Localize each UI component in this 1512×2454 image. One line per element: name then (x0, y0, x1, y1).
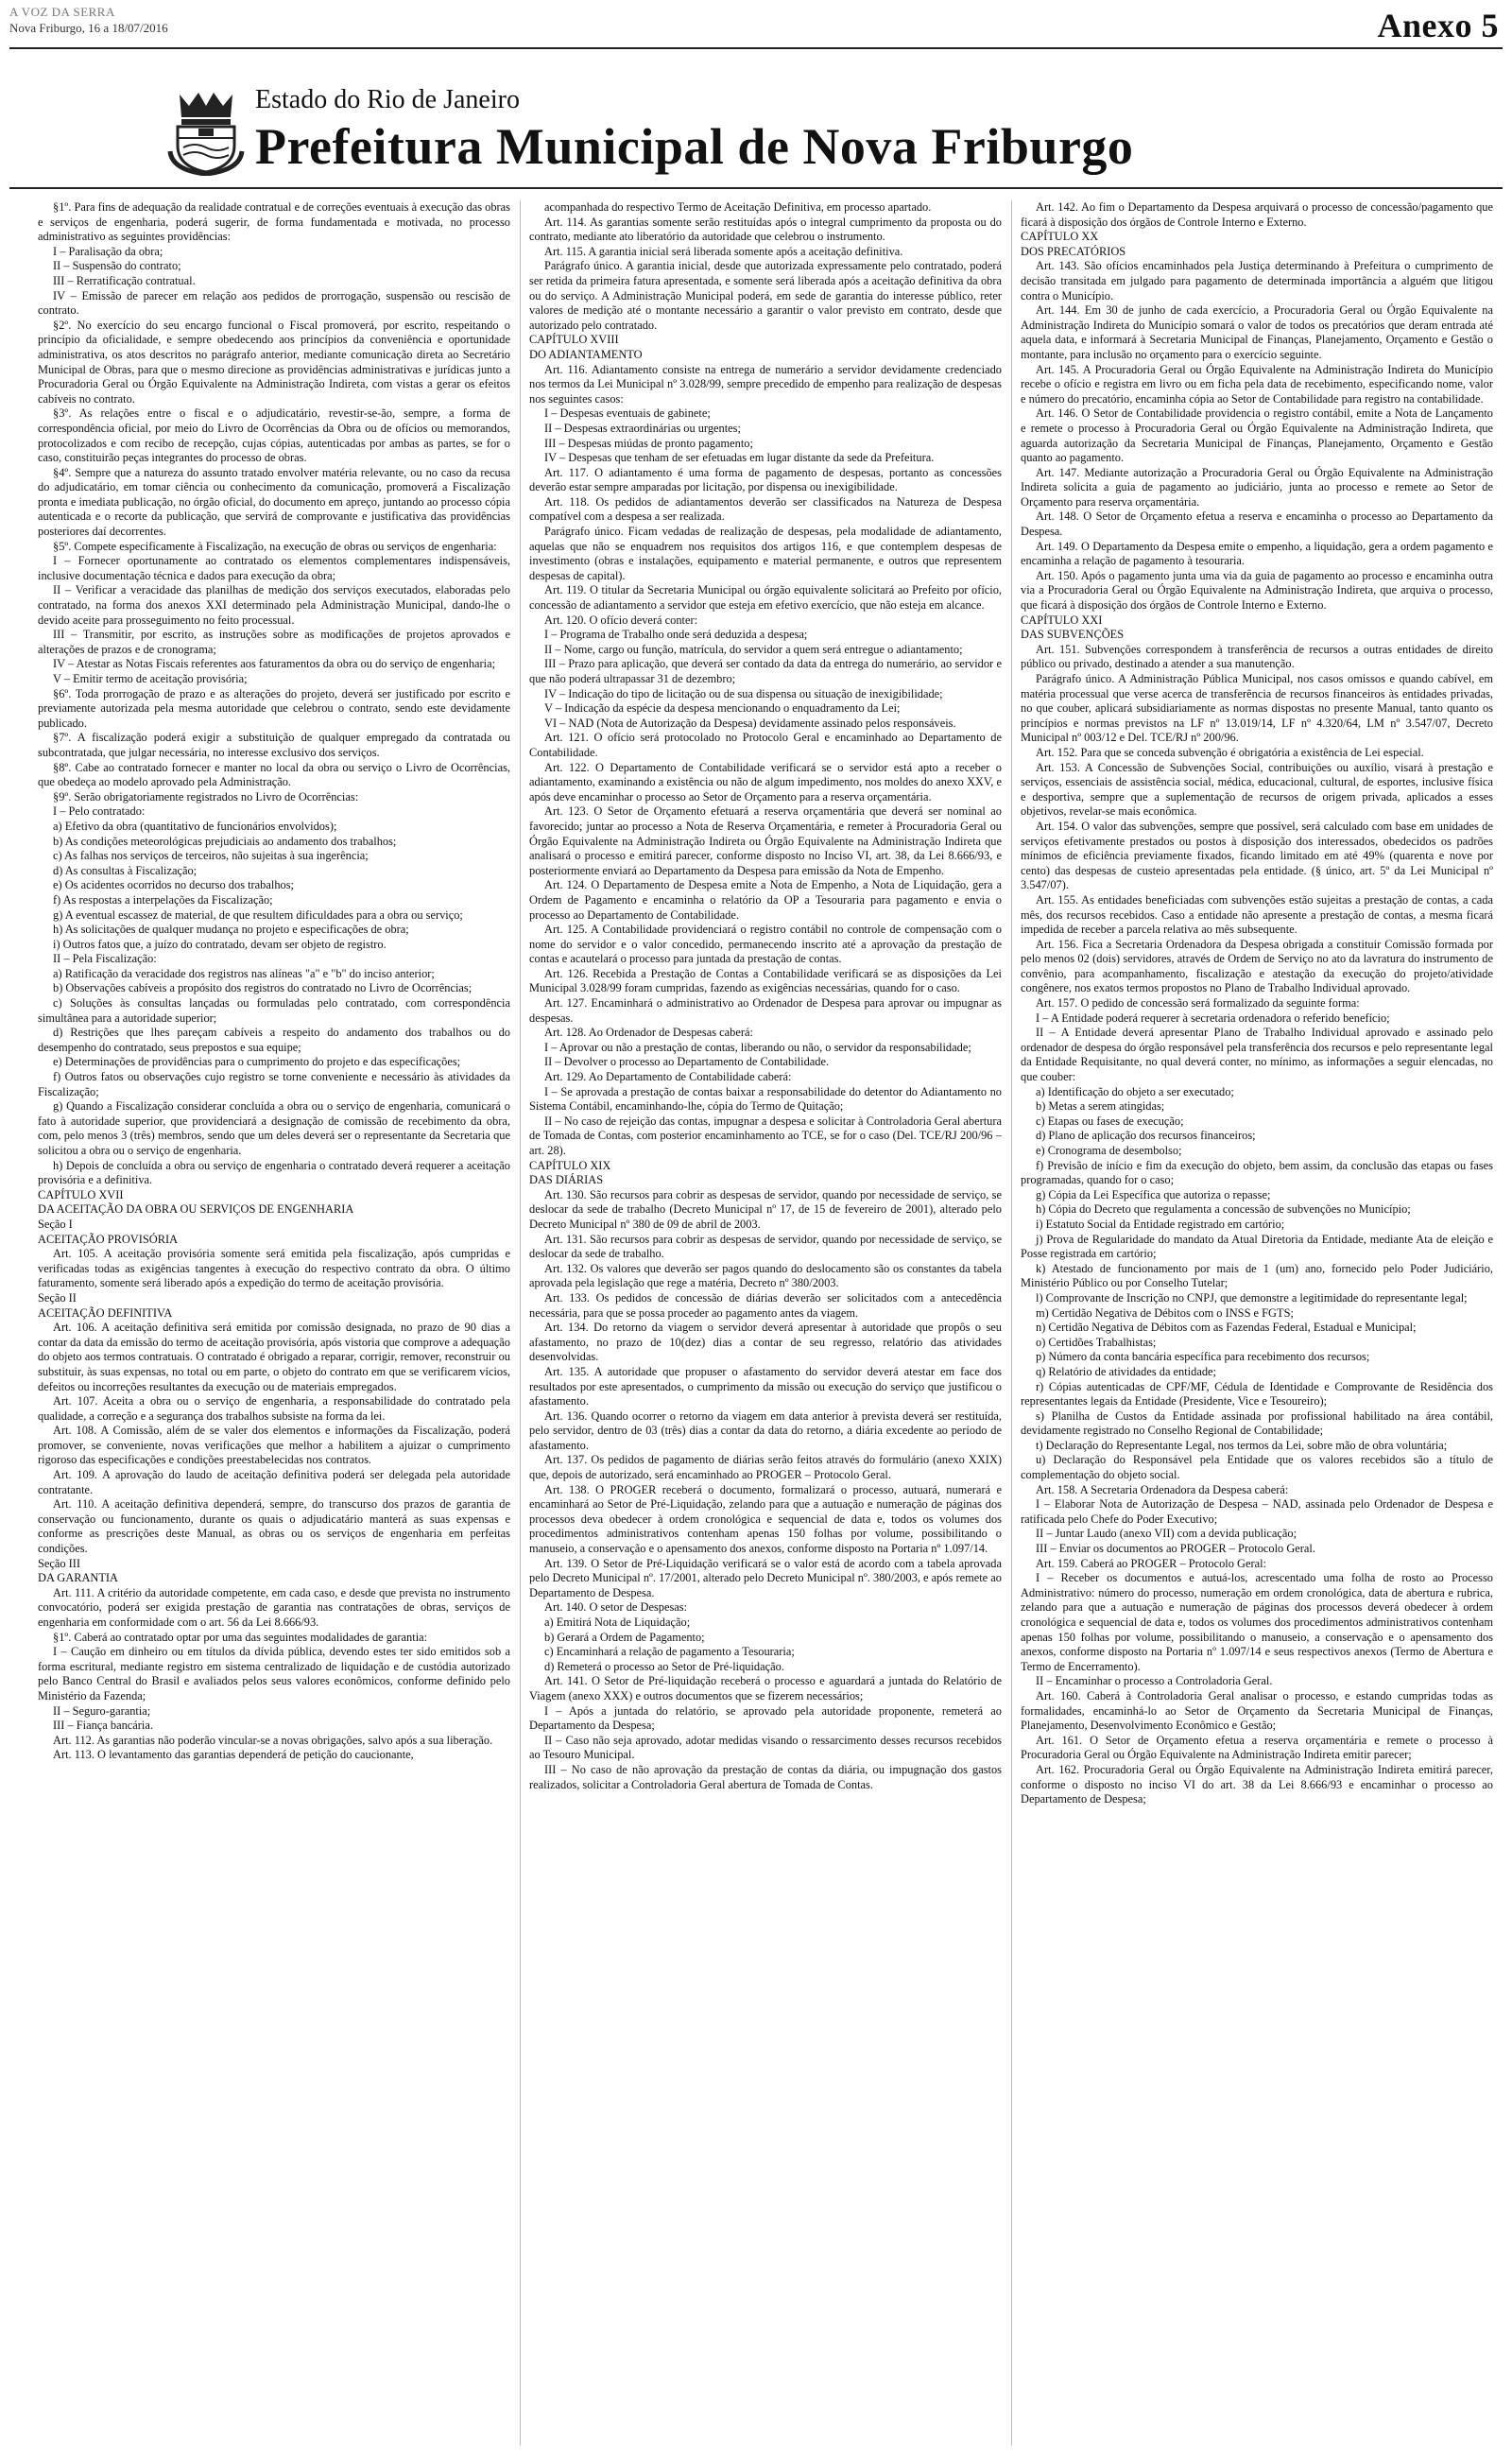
paragraph: IV – Emissão de parecer em relação aos pedidos de prorrogação, suspensão ou rescisão de contrato. (38, 288, 510, 318)
paragraph: Art. 130. São recursos para cobrir as despesas de servidor, quando por necessidade de serviço, se deslocar da sede de trabalho (Decreto Municipal nº 17, de 15 de fevereiro de 2001), alterado pelo Decreto Municipal nº 380 de 09 de abril de 2003. (529, 1187, 1002, 1231)
paragraph: Art. 145. A Procuradoria Geral ou Órgão Equivalente na Administração Indireta do Município recebe o ofício e registra em livro ou em ficha pela data de recebimento, especificando nome, valor e número do precatório, encaminha cópia ao Setor de Contabilidade para registro na contabilidade. (1021, 362, 1493, 406)
paragraph: f) Outros fatos ou observações cujo registro se torne conveniente e necessário às atividades da Fiscalização; (38, 1070, 510, 1098)
top-rule (9, 47, 1503, 49)
paragraph: d) As consultas à Fiscalização; (53, 863, 198, 877)
paragraph: II – Encaminhar o processo a Controladoria Geral. (1036, 1674, 1273, 1688)
paragraph: Art. 139. O Setor de Pré-Liquidação verificará se o valor está de acordo com a tabela aprovada pelo Decreto Municipal nº. 17/2001, alterado pelo Decreto Municipal nº. 380/2003, e após remete ao Departamento de Despesa. (529, 1556, 1002, 1599)
paragraph: Art. 118. Os pedidos de adiantamentos deverão ser classificados na Natureza de Despesa compatível com a despesa a ser realizada. (529, 494, 1002, 524)
section-heading: ACEITAÇÃO DEFINITIVA (38, 1305, 173, 1320)
section-heading: DA GARANTIA (38, 1571, 119, 1585)
paragraph: II – Juntar Laudo (anexo VII) com a devida publicação; (1036, 1527, 1297, 1541)
paragraph: Art. 132. Os valores que deverão ser pagos quando do deslocamento são os constantes da tabela aprovada pela legislação que rege a matéria, Decreto nº 380/2003. (529, 1261, 1002, 1290)
section-heading: DAS SUBVENÇÕES (1021, 628, 1125, 642)
coat-of-arms-icon (161, 85, 251, 176)
paragraph: Art. 107. Aceita a obra ou o serviço de engenharia, a responsabilidade do contratado pela qualidade, a correção e a segurança dos trabalhos subsiste na forma da lei. (38, 1394, 510, 1423)
section-heading: Seção II (38, 1290, 77, 1305)
paragraph: t) Declaração do Representante Legal, nos termos da Lei, sobre mão de obra voluntária; (1036, 1438, 1448, 1452)
paragraph: Art. 127. Encaminhará o administrativo ao Ordenador de Despesa para aprovar ou impugnar as despesas. (529, 996, 1002, 1025)
paragraph: Art. 113. O levantamento das garantias dependerá de petição do caucionante, (53, 1748, 414, 1762)
paragraph: o) Certidões Trabalhistas; (1036, 1335, 1157, 1349)
paragraph: j) Prova de Regularidade do mandato da Atual Diretoria da Entidade, mediante Ata de eleição e Posse registrada em cartório; (1021, 1232, 1493, 1261)
annex-label: Anexo 5 (1377, 7, 1499, 44)
paragraph: I – Se aprovada a prestação de contas baixar a responsabilidade do detentor do Adiantamento no Sistema Contábil, encaminhando-lhe, cópia do Termo de Quitação; (529, 1084, 1002, 1114)
section-heading: Seção I (38, 1217, 73, 1231)
paragraph: Art. 120. O ofício deverá conter: (544, 613, 698, 627)
paragraph: I – Fornecer oportunamente ao contratado os elementos complementares indispensáveis, inclusive documentação técnica e dados para execução da obra; (38, 554, 510, 582)
section-heading: Seção III (38, 1556, 81, 1570)
paragraph: g) Cópia da Lei Específica que autoriza o repasse; (1036, 1187, 1271, 1201)
paragraph: VI – NAD (Nota de Autorização da Despesa) devidamente assinado pelos responsáveis. (544, 716, 956, 730)
paragraph: Art. 134. Do retorno da viagem o servidor deverá apresentar à autoridade que propôs o seu afastamento, no prazo de 10(dez) dias a contar de seu regresso, relatório das atividades desenvolvidas. (529, 1321, 1002, 1364)
paragraph: III – Prazo para aplicação, que deverá ser contado da data da entrega do numerário, ao servidor e que não poderá ultrapassar 31 de dezembro; (529, 657, 1002, 685)
paragraph: h) Depois de concluída a obra ou serviço de engenharia o contratado deverá requerer a aceitação provisória e a definitiva. (38, 1158, 510, 1187)
paragraph: IV – Atestar as Notas Fiscais referentes aos faturamentos da obra ou do serviço de engenharia; (53, 657, 496, 671)
paragraph: h) Cópia do Decreto que regulamenta a concessão de subvenções no Município; (1036, 1202, 1411, 1217)
paragraph: e) Determinações de providências para o cumprimento do projeto e das especificações; (53, 1055, 461, 1069)
paragraph: i) Estatuto Social da Entidade registrado em cartório; (1036, 1217, 1285, 1231)
paragraph: g) Quando a Fiscalização considerar concluída a obra ou o serviço de engenharia, comunicará o fato à autoridade superior, que providenciará a designação de comissão de recebimento da obra, com, pelo menos 3 (três) membros, sendo que um deles deverá ser o representante da Secretaria que solicitou a obra ou o serviço de engenharia. (38, 1099, 510, 1157)
paragraph: Art. 119. O titular da Secretaria Municipal ou órgão equivalente solicitará ao Prefeito por ofício, concessão de adiantamento a servidor que esteja em efetivo exercício, que não esteja em alcance. (529, 583, 1002, 613)
paragraph: g) A eventual escassez de material, de que resultem dificuldades para a obra ou serviço; (53, 907, 463, 922)
section-heading: ACEITAÇÃO PROVISÓRIA (38, 1232, 179, 1246)
paragraph: I – Aprovar ou não a prestação de contas, liberando ou não, o servidor da responsabilidade; (544, 1040, 971, 1054)
paragraph: Art. 150. Após o pagamento junta uma via da guia de pagamento ao processo e encaminha outra via a Procuradoria Geral ou Órgão Equivalente na Administração Indireta, que arquiva o processo, que ficará à disposição dos órgãos de Controle Interno e Externo. (1021, 568, 1493, 613)
paragraph: §9º. Serão obrigatoriamente registrados no Livro de Ocorrências: (53, 789, 359, 804)
paragraph: d) Remeterá o processo ao Setor de Pré-liquidação. (544, 1659, 784, 1673)
paragraph: p) Número da conta bancária específica para recebimento dos recursos; (1036, 1350, 1370, 1364)
paragraph: II – Pela Fiscalização: (53, 952, 157, 966)
paragraph: IV – Indicação do tipo de licitação ou de sua dispensa ou situação de inexigibilidade; (544, 686, 943, 700)
paragraph: Art. 137. Os pedidos de pagamento de diárias serão feitos através do formulário (anexo XXIX) que, depois de autorizado, será encaminhado ao PROGER – Protocolo Geral. (529, 1453, 1002, 1482)
paragraph: c) Etapas ou fases de execução; (1036, 1114, 1184, 1128)
paragraph: Parágrafo único. A Administração Pública Municipal, nos casos omissos e quando cabível, em matéria processual que verse acerca de transferência de recursos financeiros às entidades privadas, no que couber, aplicará subsidiariamente as normas dispostas no presente Manual, tanto quanto os princípios e normas previstos na LF nº 13.019/14, LF nº 4.320/64, LM nº 3.547/07, Decreto Municipal nº 003/12 e Del. TCE/RJ nº 200/96. (1021, 672, 1493, 745)
paragraph: Art. 140. O setor de Despesas: (544, 1600, 688, 1615)
paragraph: III – Enviar os documentos ao PROGER – Protocolo Geral. (1036, 1542, 1315, 1556)
paragraph: Art. 123. O Setor de Orçamento efetuará a reserva orçamentária que deverá ser nominal ao favorecido; juntar ao processo a Nota de Reserva Orçamentária, e remeter à Procuradoria Geral ou Órgão Equivalente na Administração Indireta ou Órgão Equivalente na Administração Indireta que analisará o processo e emitirá parecer, conforme disposto no Inciso VI, art. 38, da Lei 8.666/93, e posteriormente enviará ao Departamento da Despesa para emissão da Nota de Empenho. (529, 804, 1002, 877)
paragraph: II – A Entidade deverá apresentar Plano de Trabalho Individual aprovado e assinado pelo ordenador de despesa do órgão responsável pela transferência dos recursos e pelo representante legal da Entidade Requisitante, no qual deverá conter, no mínimo, as informações a seguir elencadas, no que couber: (1021, 1026, 1493, 1084)
paragraph: c) Soluções às consultas lançadas ou formuladas pelo contratado, com correspondência simultânea para a autoridade superior; (38, 996, 510, 1025)
paragraph: §8º. Cabe ao contratado fornecer e manter no local da obra ou serviço o Livro de Ocorrências, que obedeça ao modelo aprovado pela Administração. (38, 760, 510, 789)
paragraph: b) Metas a serem atingidas; (1036, 1099, 1165, 1114)
paragraph: Art. 156. Fica a Secretaria Ordenadora da Despesa obrigada a constituir Comissão formada por pelo menos 02 (dois) servidores, através de Ordem de Serviço no ato da lavratura do instrumento de convênio, para acompanhamento, fiscalização e atestação da execução do projeto/atividade congênere, nos exatos termos propostos no Plano de Trabalho Individual aprovado. (1021, 937, 1493, 995)
paper-name: A VOZ DA SERRA (9, 5, 115, 19)
paragraph: acompanhada do respectivo Termo de Aceitação Definitiva, em processo apartado. (544, 200, 932, 214)
paragraph: III – Transmitir, por escrito, as instruções sobre as modificações de projetos aprovados e alterações de prazos e de cronograma; (38, 628, 510, 656)
paragraph: II – Nome, cargo ou função, matrícula, do servidor a quem será entregue o adiantamento; (544, 642, 963, 656)
masthead-rule (9, 187, 1503, 189)
paragraph: Art. 131. São recursos para cobrir as despesas de servidor, quando por necessidade de serviço, se deslocar da sede de trabalho. (529, 1232, 1002, 1261)
paragraph: III – Fiança bancária. (53, 1719, 153, 1733)
section-heading: DOS PRECATÓRIOS (1021, 244, 1126, 258)
paragraph: c) As falhas nos serviços de terceiros, não sujeitas à sua ingerência; (53, 849, 369, 863)
paragraph: a) Efetivo da obra (quantitativo de funcionários envolvidos); (53, 819, 337, 833)
paragraph: Art. 149. O Departamento da Despesa emite o empenho, a liquidação, gera a ordem pagamento e encaminha a relação de pagamento à tesouraria. (1021, 539, 1493, 568)
paragraph: Art. 112. As garantias não poderão vincular-se a novas obrigações, salvo após a sua liberação. (53, 1733, 493, 1747)
article-columns (38, 200, 1493, 2445)
paragraph: b) As condições meteorológicas prejudiciais ao andamento dos trabalhos; (53, 834, 397, 848)
paragraph: III – No caso de não aprovação da prestação de contas da diária, ou impugnação dos gastos realizados, solicitar a Controladoria Geral abertura de Tomada de Contas. (529, 1762, 1002, 1791)
paragraph: Art. 151. Subvenções correspondem à transferência de recursos a outras entidades de direito público ou privado, destinado a atender a sua manutenção. (1021, 642, 1493, 671)
paragraph: a) Ratificação da veracidade dos registros nas alíneas "a" e "b" do inciso anterior; (53, 966, 435, 980)
paragraph: Art. 116. Adiantamento consiste na entrega de numerário a servidor devidamente credenciado nos termos da Lei Municipal nº 3.028/99, sempre precedido de empenho para realização de despesas nos seguintes casos: (529, 362, 1002, 406)
paragraph: d) Plano de aplicação dos recursos financeiros; (1036, 1129, 1256, 1143)
paragraph: k) Atestado de funcionamento por mais de 1 (um) ano, fornecido pelo Poder Judiciário, Ministério Público ou por Conselho Tutelar; (1021, 1261, 1493, 1290)
paragraph: Art. 125. A Contabilidade providenciará o registro contábil no controle de compensação com o nome do servidor e o valor concedido, permanecendo inscrito até a aprovação da prestação de contas e acautelará o processo para juntada da prestação de contas. (529, 923, 1002, 966)
paragraph: §4º. Sempre que a natureza do assunto tratado envolver matéria relevante, ou no caso da recusa do adjudicatário, em tomar ciência ou conhecimento da comunicação, promoverá a Fiscalização pronta e imediata publicação, no órgão oficial, do documento em apreço, juntando ao processo cópia autenticada e o recorte da publicação, que servirá de comprovante e justificativa das providências posteriores daí decorrentes. (38, 465, 510, 539)
paragraph: I – Receber os documentos e autuá-los, acrescentado uma folha de rosto ao Processo Administrativo: número do processo, numeração em ordem cronológica, data de abertura e rubrica, zelando para que a autuação e numeração de páginas dos processos deverá obedecer à ordem cronológica e sequencial de data e, todos os volumes dos procedimentos administrativos contenham apenas 150 folhas por volume, possibilitando o manuseio, a conservação e o apensamento dos anexos, conforme disposto na Portaria nº 1.097/14 e seus respectivos anexos (Termo de Abertura e Termo de Encerramento). (1021, 1571, 1493, 1673)
paragraph: n) Certidão Negativa de Débitos com as Fazendas Federal, Estadual e Municipal; (1036, 1321, 1417, 1335)
paragraph: Art. 108. A Comissão, além de se valer dos elementos e informações da Fiscalização, poderá promover, se conveniente, novas verificações que melhor a habilitem a ajuizar o cumprimento rigoroso das especificações e condições preestabelecidas nos contratos. (38, 1424, 510, 1467)
paragraph: q) Relatório de atividades da entidade; (1036, 1364, 1216, 1378)
paragraph: f) As respostas a interpelações da Fiscalização; (53, 892, 273, 907)
paragraph: Art. 141. O Setor de Pré-liquidação receberá o processo e aguardará a juntada do Relatório de Viagem (anexo XXX) e outros documentos que se fizerem necessários; (529, 1674, 1002, 1702)
paragraph: Art. 161. O Setor de Orçamento efetua a reserva orçamentária e remete o processo à Procuradoria Geral ou Órgão Equivalente na Administração Indireta emitir parecer; (1021, 1733, 1493, 1762)
paragraph: Parágrafo único. Ficam vedadas de realização de despesas, pela modalidade de adiantamento, aquelas que não se enquadrem nos requisitos dos artigos 116, e que contemplem despesas de investimento (obras e instalações, equipamento e material permanente, e outros que representem despesas de capital). (529, 525, 1002, 582)
section-heading: DO ADIANTAMENTO (529, 347, 643, 361)
paragraph: f) Previsão de início e fim da execução do objeto, bem assim, da conclusão das etapas ou fases programadas, quando for o caso; (1021, 1158, 1493, 1187)
paragraph: Art. 105. A aceitação provisória somente será emitida pela fiscalização, após cumpridas e verificadas todas as exigências tangentes à execução do respectivo contrato da obra. O último faturamento, somente será liberado após a expedição do termo de aceitação provisória. (38, 1247, 510, 1290)
paragraph: Art. 110. A aceitação definitiva dependerá, sempre, do transcurso dos prazos de garantia de conservação ou funcionamento, durante os quais o adjudicatário manterá as suas expensas e conforme as prescrições deste Manual, as obras ou os serviços de engenharia em perfeitas condições. (38, 1497, 510, 1556)
paragraph: Art. 111. A critério da autoridade competente, em cada caso, e desde que prevista no instrumento convocatório, poderá ser exigida prestação de garantia nas contratações de obras, serviços de engenharia em conformidade com o art. 56 da Lei 8.666/93. (38, 1585, 510, 1629)
paragraph: Art. 109. A aprovação do laudo de aceitação definitiva poderá ser delegada pela autoridade contratante. (38, 1468, 510, 1496)
paragraph: §5º. Compete especificamente à Fiscalização, na execução de obras ou serviços de engenharia: (53, 539, 497, 553)
paragraph: i) Outros fatos que, a juízo do contratado, devam ser objeto de registro. (53, 937, 387, 951)
paper-info (9, 4, 168, 36)
section-heading: DA ACEITAÇÃO DA OBRA OU SERVIÇOS DE ENGENHARIA (38, 1202, 354, 1217)
section-heading: DAS DIÁRIAS (529, 1173, 604, 1187)
section-heading: CAPÍTULO XVII (38, 1187, 124, 1201)
text-column-2 (529, 200, 1002, 2445)
paragraph: §6º. Toda prorrogação de prazo e as alterações do projeto, deverá ser justificado por escrito e previamente autorizada pela mesma autoridade que celebrou o contrato, sendo este devidamente publicado. (38, 686, 510, 730)
section-heading: CAPÍTULO XX (1021, 230, 1099, 244)
paragraph: §1º. Para fins de adequação da realidade contratual e de correções eventuais à execução das obras e serviços de engenharia, poderá sugerir, de forma fundamentada e motivada, no processo administrativo as seguintes providências: (38, 200, 510, 244)
paragraph: Art. 154. O valor das subvenções, sempre que possível, será calculado com base em unidades de serviços efetivamente prestados ou postos à disposição dos interessados, obedecidos os padrões mínimos de eficiência previamente fixados, ficando limitado em até 49% (quarenta e nove por cento) das despesas de custeio apresentadas pela entidade. (§ único, art. 5º da Lei Municipal nº 3.547/07). (1021, 819, 1493, 892)
paragraph: Art. 142. Ao fim o Departamento da Despesa arquivará o processo de concessão/pagamento que ficará à disposição dos órgãos de Controle Interno e Externo. (1021, 200, 1493, 229)
text-column-1 (38, 200, 510, 2445)
paragraph: I – Programa de Trabalho onde será deduzida a despesa; (544, 628, 808, 642)
paragraph: Art. 128. Ao Ordenador de Despesas caberá: (544, 1026, 753, 1040)
paragraph: Art. 148. O Setor de Orçamento efetua a reserva e encaminha o processo ao Departamento da Despesa. (1021, 510, 1493, 539)
paragraph: III – Rerratificação contratual. (53, 273, 196, 287)
masthead (161, 57, 1389, 184)
section-heading: CAPÍTULO XVIII (529, 333, 619, 347)
paragraph: II – Verificar a veracidade das planilhas de medição dos serviços executados, elaboradas pelo contratado, na forma dos anexos XXI determinado pela Administração Municipal, dando-lhe o devido aceite para prosseguimento no feito processual. (38, 583, 510, 627)
paragraph: e) Cronograma de desembolso; (1036, 1144, 1182, 1157)
paragraph: Art. 106. A aceitação definitiva será emitida por comissão designada, no prazo de 90 dias a contar da data da emissão do termo de aceitação provisória, após vistoria que comprove a adequação do objeto aos termos contratuais. O contratado é obrigado a reparar, corrigir, remover, reconstruir ou substituir, às suas expensas, no total ou em parte, o objeto do contrato em que se verificarem vícios, defeitos ou incorreções resultantes da execução ou de materiais empregados. (38, 1321, 510, 1393)
paragraph: I – A Entidade poderá requerer à secretaria ordenadora o referido benefício; (1036, 1011, 1390, 1025)
paragraph: l) Comprovante de Inscrição no CNPJ, que demonstre a legitimidade do representante legal; (1036, 1290, 1468, 1305)
paragraph: a) Emitirá Nota de Liquidação; (544, 1616, 691, 1629)
paragraph: II – Caso não seja aprovado, adotar medidas visando o ressarcimento desses recursos recebidos ao Tesouro Municipal. (529, 1733, 1002, 1762)
paragraph: §7º. A fiscalização poderá exigir a substituição de qualquer empregado da contratada ou subcontratada, que julgar necessária, no interesse exclusivo dos serviços. (38, 731, 510, 759)
paragraph: Art. 155. As entidades beneficiadas com subvenções estão sujeitas a prestação de contas, a cada mês, dos recursos recebidos. Caso a entidade não apresente a prestação de contas, a mesma ficará impedida de receber a parcela relativa ao mês subsequente. (1021, 892, 1493, 937)
paragraph: Parágrafo único. A garantia inicial, desde que autorizada expressamente pelo contratado, poderá ser retida da primeira fatura apresentada, e somente será liberada após a aceitação definitiva da obra ou do serviço. A Administração Municipal poderá, em sede de garantia do interesse público, reter valores de medição até o montante necessário a garantir o valor previsto em contrato, desde que autorizado pelo contratado. (529, 259, 1002, 332)
paragraph: Art. 138. O PROGER receberá o documento, formalizará o processo, autuará, numerará e encaminhará ao Setor de Pré-Liquidação, zelando para que a autuação e numeração de páginas dos processos deva obedecer à ordem cronológica e sequencial de data e, todos os volumes dos procedimentos administrativos contenham apenas 150 folhas por volume, possibilitando o manuseio, a conservação e o apensamento dos anexos, conforme disposto na Portaria nº 1.097/14. (529, 1482, 1002, 1556)
paragraph: Art. 136. Quando ocorrer o retorno da viagem em data anterior à prevista deverá ser restituída, pelo servidor, dentro de 03 (três) dias a contar da data do retorno, a diária excedente ao período de afastamento. (529, 1408, 1002, 1452)
paragraph: I – Paralisação da obra; (53, 244, 163, 258)
paragraph: u) Declaração do Responsável pela Entidade que os valores recebidos são a título de complementação do objeto social. (1021, 1453, 1493, 1482)
paragraph: II – Suspensão do contrato; (53, 259, 181, 273)
state-name: Estado do Rio de Janeiro (255, 85, 520, 114)
paragraph: Art. 159. Caberá ao PROGER – Protocolo Geral: (1036, 1556, 1266, 1570)
paragraph: Art. 162. Procuradoria Geral ou Órgão Equivalente na Administração Indireta emitirá parecer, conforme o disposto no inciso VI do art. 38 da Lei 8.666/93 e encaminhar o processo ao Departamento de Despesa; (1021, 1762, 1493, 1806)
section-heading: CAPÍTULO XXI (1021, 613, 1103, 627)
paragraph: m) Certidão Negativa de Débitos com o INSS e FGTS; (1036, 1305, 1294, 1320)
paragraph: II – Seguro-garantia; (53, 1703, 151, 1718)
top-bar (9, 4, 1503, 47)
paragraph: Art. 144. Em 30 de junho de cada exercício, a Procuradoria Geral ou Órgão Equivalente na Administração Indireta do Município somará o valor de todos os precatórios que deram entrada até aquela data, e informará à Secretaria Municipal de Finanças, Planejamento, Orçamento e Gestão o montante, para inclusão no orçamento para o exercício seguinte. (1021, 303, 1493, 361)
paragraph: I – Após a juntada do relatório, se aprovado pela autoridade proponente, remeterá ao Departamento da Despesa; (529, 1703, 1002, 1733)
paragraph: §2º. No exercício do seu encargo funcional o Fiscal promoverá, por escrito, respeitando o princípio da oficialidade, e sempre obedecendo aos princípios da conveniência e oportunidade administrativa, os atos descritos no parágrafo anterior, mediante comunicação direta ao Secretário Municipal de Obras, para que o mesmo direcione as providências administrativas e jurídicas junto a Procuradoria Geral ou Órgão Equivalente na Administração Indireta, com vistas a gerar os efeitos cabíveis no contrato. (38, 318, 510, 406)
paragraph: b) Gerará a Ordem de Pagamento; (544, 1630, 705, 1644)
paragraph: §3º. As relações entre o fiscal e o adjudicatário, revestir-se-ão, sempre, a forma de correspondência oficial, por meio do Livro de Ocorrências da Obra ou de ofícios ou memorandos, protocolizados e com recibo de recepção, cujas cópias, autenticadas por ambas as partes, se for o caso, constituirão peças integrantes do processo de obras. (38, 406, 510, 465)
paragraph: Art. 126. Recebida a Prestação de Contas a Contabilidade verificará se as disposições da Lei Municipal 3.028/99 foram cumpridas, fazendo as exigências necessárias, quando for o caso. (529, 966, 1002, 995)
paragraph: d) Restrições que lhes pareçam cabíveis a respeito do andamento dos trabalhos ou do desempenho do contratado, seus prepostos e sua equipe; (38, 1026, 510, 1054)
paragraph: c) Encaminhará a relação de pagamento a Tesouraria; (544, 1645, 795, 1659)
section-heading: CAPÍTULO XIX (529, 1158, 611, 1172)
paragraph: Art. 160. Caberá à Controladoria Geral analisar o processo, e estando cumpridas todas as formalidades, encaminhá-lo ao Setor de Orçamento da Secretaria Municipal de Finanças, Planejamento, Desenvolvimento Econômico e Gestão; (1021, 1688, 1493, 1733)
paragraph: I – Despesas eventuais de gabinete; (544, 406, 711, 421)
paragraph: e) Os acidentes ocorridos no decurso dos trabalhos; (53, 878, 294, 892)
dateline: Nova Friburgo, 16 a 18/07/2016 (9, 21, 168, 35)
paragraph: II – Despesas extraordinárias ou urgentes; (544, 421, 741, 435)
prefecture-title: Prefeitura Municipal de Nova Friburgo (255, 118, 1134, 175)
paragraph: Art. 135. A autoridade que propuser o afastamento do servidor deverá atestar em face dos resultados por este apresentados, o cumprimento da missão ou execução do serviço que justificou o afastamento. (529, 1364, 1002, 1408)
paragraph: Art. 124. O Departamento de Despesa emite a Nota de Empenho, a Nota de Liquidação, gera a Ordem de Pagamento e encaminha o relatório da OP a Tesouraria para pagamento e envia o processo ao Departamento de Contabilidade. (529, 878, 1002, 922)
paragraph: I – Caução em dinheiro ou em títulos da dívida pública, devendo estes ter sido emitidos sob a forma escritural, mediante registro em sistema centralizado de liquidação e de custódia autorizado pelo Banco Central do Brasil e avaliados pelos seus valores econômicos, conforme definido pelo Ministério da Fazenda; (38, 1645, 510, 1702)
paragraph: II – No caso de rejeição das contas, impugnar a despesa e solicitar à Controladoria Geral abertura de Tomada de Contas, com posterior encaminhamento ao TCE, se for o caso (Del. TCE/RJ 200/96 – art. 28). (529, 1114, 1002, 1157)
paragraph: I – Elaborar Nota de Autorização de Despesa – NAD, assinada pelo Ordenador de Despesa e ratificada pelo Chefe do Poder Executivo; (1021, 1497, 1493, 1526)
paragraph: I – Pelo contratado: (53, 804, 146, 819)
paragraph: §1º. Caberá ao contratado optar por uma das seguintes modalidades de garantia: (53, 1630, 428, 1644)
paragraph: Art. 158. A Secretaria Ordenadora da Despesa caberá: (1036, 1482, 1289, 1496)
paragraph: Art. 121. O ofício será protocolado no Protocolo Geral e encaminhado ao Departamento de Contabilidade. (529, 731, 1002, 759)
paragraph: V – Emitir termo de aceitação provisória; (53, 672, 248, 685)
paragraph: Art. 157. O pedido de concessão será formalizado da seguinte forma: (1036, 996, 1360, 1011)
paragraph: Art. 143. São ofícios encaminhados pela Justiça determinando à Prefeitura o cumprimento de decisão transitada em julgado para pagamento de determinada importância a alguém que litigou contra o Município. (1021, 259, 1493, 302)
paragraph: III – Despesas miúdas de pronto pagamento; (544, 436, 753, 450)
text-column-3 (1021, 200, 1493, 2445)
paragraph: b) Observações cabíveis a propósito dos registros do contratado no Livro de Ocorrências; (53, 981, 472, 995)
paragraph: Art. 147. Mediante autorização a Procuradoria Geral ou Órgão Equivalente na Administração Indireta solicita a guia de pagamento ao judiciário, junta ao processo e remete ao Setor de Orçamento para reserva orçamentária. (1021, 465, 1493, 509)
paragraph: Art. 122. O Departamento de Contabilidade verificará se o servidor está apto a receber o adiantamento, examinando a existência ou não de algum impedimento, nos moldes do anexo XXV, e após deve encaminhar o processo ao Setor de Orçamento para a reserva orçamentária. (529, 760, 1002, 804)
paragraph: Art. 117. O adiantamento é uma forma de pagamento de despesas, portanto as concessões deverão estar sempre amparadas por licitação, por dispensa ou inexigibilidade. (529, 465, 1002, 494)
paragraph: Art. 152. Para que se conceda subvenção é obrigatória a existência de Lei especial. (1036, 745, 1424, 759)
paragraph: r) Cópias autenticadas de CPF/MF, Cédula de Identidade e Comprovante de Residência dos representantes legais da Entidade (Presidente, Vice e Tesoureiro); (1021, 1379, 1493, 1408)
paragraph: II – Devolver o processo ao Departamento de Contabilidade. (544, 1055, 830, 1069)
paragraph: Art. 133. Os pedidos de concessão de diárias deverão ser solicitados com a antecedência necessária, para que se possa proceder ao pagamento antes da viagem. (529, 1290, 1002, 1320)
paragraph: IV – Despesas que tenham de ser efetuadas em lugar distante da sede da Prefeitura. (544, 451, 935, 465)
paragraph: V – Indicação da espécie da despesa mencionando o enquadramento da Lei; (544, 701, 901, 716)
paragraph: Art. 153. A Concessão de Subvenções Social, contribuições ou auxílio, visará à prestação e serviços, essenciais de assistência social, médica, educacional, cultural, de esportes, inclusive física e desportiva, sempre que a suplementação de recursos de origem privada, aplicados a esses objetivos, revelar-se mais econômica. (1021, 760, 1493, 819)
paragraph: a) Identificação do objeto a ser executado; (1036, 1084, 1234, 1098)
paragraph: Art. 114. As garantias somente serão restituídas após o integral cumprimento da proposta ou do contrato, mediante ato liberatório da autoridade que celebrou o instrumento. (529, 215, 1002, 244)
paragraph: Art. 115. A garantia inicial será liberada somente após a aceitação definitiva. (544, 244, 903, 258)
paragraph: h) As solicitações de qualquer mudança no projeto e especificações de obra; (53, 923, 409, 937)
paragraph: Art. 146. O Setor de Contabilidade providencia o registro contábil, emite a Nota de Lançamento e remete o processo à Procuradoria Geral ou Órgão Equivalente na Administração Indireta, que aguarda autorização da Secretaria Municipal de Finanças, Planejamento, Orçamento e Gestão quanto ao pagamento. (1021, 406, 1493, 465)
paragraph: Art. 129. Ao Departamento de Contabilidade caberá: (544, 1070, 792, 1084)
paragraph: s) Planilha de Custos da Entidade assinada por profissional habilitado na área contábil, devidamente registrado no Conselho Regional de Contabilidade; (1021, 1408, 1493, 1438)
